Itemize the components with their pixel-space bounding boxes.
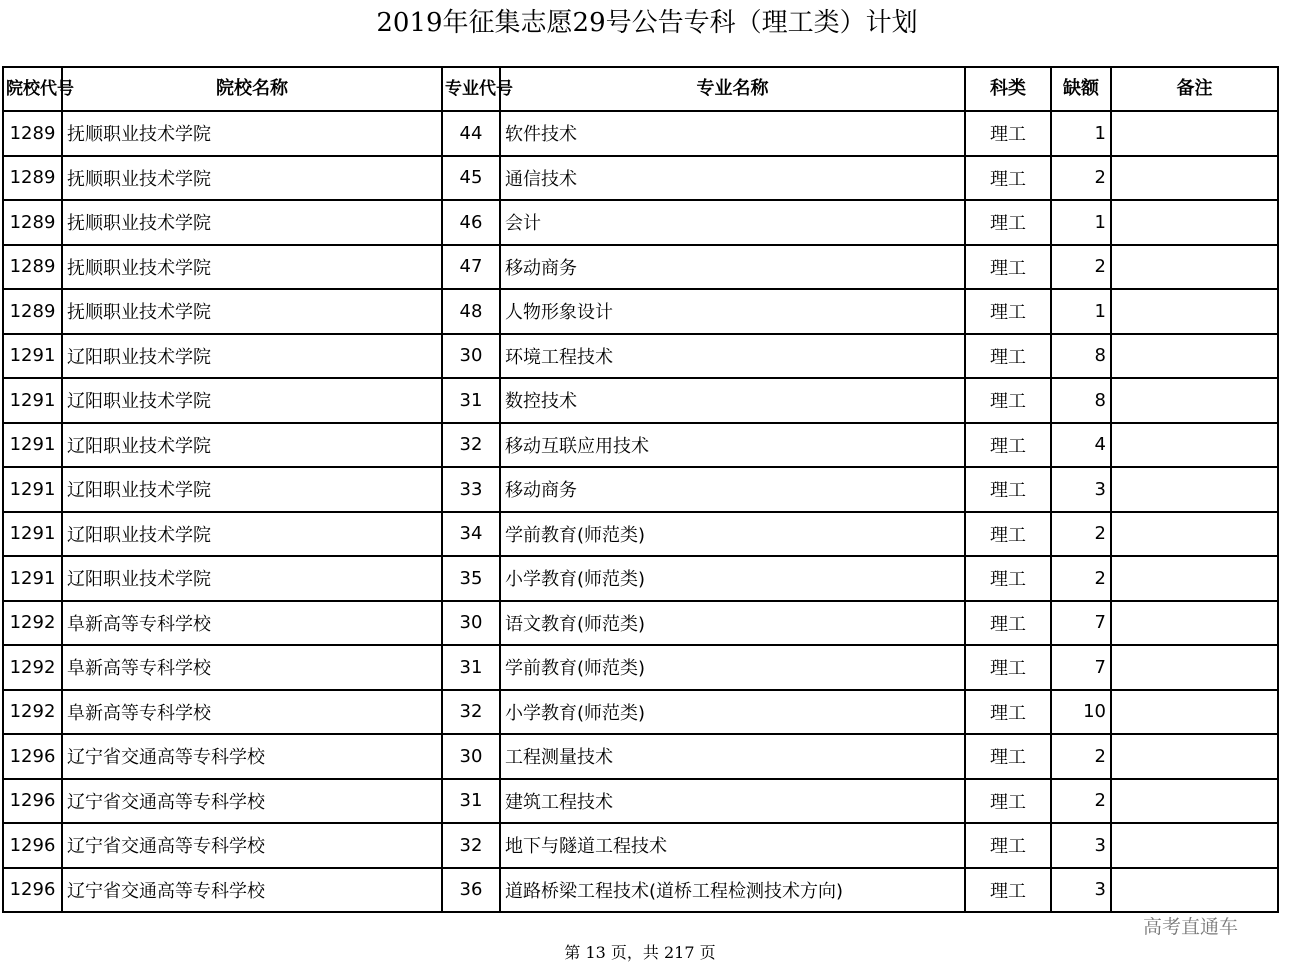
cell-school-name: 辽阳职业技术学院 bbox=[62, 378, 442, 423]
table-header-row bbox=[3, 67, 1278, 111]
cell-quota: 10 bbox=[1051, 690, 1111, 735]
cell-major-code: 44 bbox=[442, 111, 500, 156]
cell-remarks bbox=[1111, 156, 1278, 201]
cell-major-code: 48 bbox=[442, 289, 500, 334]
table-row bbox=[3, 245, 1278, 290]
table-row bbox=[3, 156, 1278, 201]
cell-category: 理工 bbox=[965, 823, 1051, 868]
table-row bbox=[3, 512, 1278, 557]
cell-quota: 2 bbox=[1051, 512, 1111, 557]
table-row bbox=[3, 734, 1278, 779]
cell-quota: 8 bbox=[1051, 334, 1111, 379]
cell-quota: 2 bbox=[1051, 556, 1111, 601]
cell-school-name: 辽宁省交通高等专科学校 bbox=[62, 779, 442, 824]
cell-major-name: 小学教育(师范类) bbox=[500, 690, 965, 735]
header-major-name: 专业名称 bbox=[500, 67, 965, 111]
cell-category: 理工 bbox=[965, 868, 1051, 913]
cell-school-code: 1291 bbox=[3, 378, 62, 423]
cell-major-code: 34 bbox=[442, 512, 500, 557]
header-remarks: 备注 bbox=[1111, 67, 1278, 111]
cell-school-code: 1296 bbox=[3, 823, 62, 868]
table-row bbox=[3, 289, 1278, 334]
cell-major-name: 小学教育(师范类) bbox=[500, 556, 965, 601]
cell-major-name: 环境工程技术 bbox=[500, 334, 965, 379]
cell-category: 理工 bbox=[965, 423, 1051, 468]
cell-remarks bbox=[1111, 378, 1278, 423]
cell-quota: 8 bbox=[1051, 378, 1111, 423]
cell-major-code: 31 bbox=[442, 645, 500, 690]
cell-category: 理工 bbox=[965, 556, 1051, 601]
cell-school-name: 辽宁省交通高等专科学校 bbox=[62, 734, 442, 779]
cell-remarks bbox=[1111, 779, 1278, 824]
cell-school-code: 1291 bbox=[3, 512, 62, 557]
cell-category: 理工 bbox=[965, 334, 1051, 379]
cell-remarks bbox=[1111, 868, 1278, 913]
cell-school-code: 1292 bbox=[3, 645, 62, 690]
cell-major-code: 32 bbox=[442, 823, 500, 868]
cell-major-name: 会计 bbox=[500, 200, 965, 245]
page-title: 2019年征集志愿29号公告专科（理工类）计划 bbox=[376, 8, 918, 38]
cell-major-name: 学前教育(师范类) bbox=[500, 645, 965, 690]
cell-major-code: 31 bbox=[442, 378, 500, 423]
cell-school-code: 1296 bbox=[3, 868, 62, 913]
cell-school-code: 1296 bbox=[3, 734, 62, 779]
cell-school-name: 抚顺职业技术学院 bbox=[62, 289, 442, 334]
cell-category: 理工 bbox=[965, 601, 1051, 646]
cell-category: 理工 bbox=[965, 734, 1051, 779]
table-row bbox=[3, 601, 1278, 646]
cell-school-code: 1289 bbox=[3, 111, 62, 156]
cell-remarks bbox=[1111, 200, 1278, 245]
cell-quota: 7 bbox=[1051, 601, 1111, 646]
cell-quota: 3 bbox=[1051, 868, 1111, 913]
cell-school-name: 抚顺职业技术学院 bbox=[62, 245, 442, 290]
cell-major-name: 软件技术 bbox=[500, 111, 965, 156]
cell-quota: 2 bbox=[1051, 245, 1111, 290]
cell-quota: 2 bbox=[1051, 779, 1111, 824]
table-row bbox=[3, 200, 1278, 245]
cell-remarks bbox=[1111, 111, 1278, 156]
cell-major-code: 30 bbox=[442, 601, 500, 646]
cell-major-name: 道路桥梁工程技术(道桥工程检测技术方向) bbox=[500, 868, 965, 913]
cell-major-name: 移动互联应用技术 bbox=[500, 423, 965, 468]
table-row bbox=[3, 378, 1278, 423]
page-footer: 第 13 页，共 217 页 bbox=[564, 943, 716, 962]
cell-school-name: 辽阳职业技术学院 bbox=[62, 556, 442, 601]
cell-school-name: 辽阳职业技术学院 bbox=[62, 423, 442, 468]
table-row bbox=[3, 779, 1278, 824]
header-school-code: 院校代号 bbox=[3, 67, 62, 111]
table-row bbox=[3, 334, 1278, 379]
cell-remarks bbox=[1111, 334, 1278, 379]
cell-quota: 3 bbox=[1051, 823, 1111, 868]
cell-school-code: 1291 bbox=[3, 556, 62, 601]
cell-category: 理工 bbox=[965, 690, 1051, 735]
cell-category: 理工 bbox=[965, 111, 1051, 156]
admission-plan-table bbox=[2, 66, 1279, 913]
table-row bbox=[3, 823, 1278, 868]
cell-major-name: 建筑工程技术 bbox=[500, 779, 965, 824]
table-row bbox=[3, 467, 1278, 512]
cell-school-code: 1291 bbox=[3, 467, 62, 512]
cell-category: 理工 bbox=[965, 245, 1051, 290]
cell-school-code: 1291 bbox=[3, 423, 62, 468]
cell-category: 理工 bbox=[965, 200, 1051, 245]
cell-major-code: 33 bbox=[442, 467, 500, 512]
cell-major-name: 移动商务 bbox=[500, 245, 965, 290]
cell-remarks bbox=[1111, 734, 1278, 779]
cell-category: 理工 bbox=[965, 289, 1051, 334]
cell-major-name: 地下与隧道工程技术 bbox=[500, 823, 965, 868]
cell-school-name: 辽宁省交通高等专科学校 bbox=[62, 868, 442, 913]
cell-school-name: 阜新高等专科学校 bbox=[62, 645, 442, 690]
cell-remarks bbox=[1111, 645, 1278, 690]
cell-school-name: 抚顺职业技术学院 bbox=[62, 156, 442, 201]
cell-remarks bbox=[1111, 601, 1278, 646]
cell-remarks bbox=[1111, 556, 1278, 601]
cell-school-code: 1292 bbox=[3, 690, 62, 735]
cell-major-code: 35 bbox=[442, 556, 500, 601]
table-row bbox=[3, 868, 1278, 913]
cell-major-name: 学前教育(师范类) bbox=[500, 512, 965, 557]
cell-major-name: 通信技术 bbox=[500, 156, 965, 201]
cell-quota: 3 bbox=[1051, 467, 1111, 512]
cell-quota: 1 bbox=[1051, 200, 1111, 245]
cell-school-name: 辽宁省交通高等专科学校 bbox=[62, 823, 442, 868]
cell-major-code: 30 bbox=[442, 334, 500, 379]
cell-major-code: 45 bbox=[442, 156, 500, 201]
cell-major-code: 32 bbox=[442, 423, 500, 468]
cell-remarks bbox=[1111, 245, 1278, 290]
table-row bbox=[3, 423, 1278, 468]
cell-school-name: 辽阳职业技术学院 bbox=[62, 512, 442, 557]
cell-category: 理工 bbox=[965, 779, 1051, 824]
table-row bbox=[3, 645, 1278, 690]
header-school-name: 院校名称 bbox=[62, 67, 442, 111]
header-quota: 缺额 bbox=[1051, 67, 1111, 111]
cell-major-name: 工程测量技术 bbox=[500, 734, 965, 779]
table-row bbox=[3, 556, 1278, 601]
cell-school-code: 1289 bbox=[3, 245, 62, 290]
header-category: 科类 bbox=[965, 67, 1051, 111]
cell-school-name: 抚顺职业技术学院 bbox=[62, 200, 442, 245]
cell-school-name: 辽阳职业技术学院 bbox=[62, 467, 442, 512]
cell-category: 理工 bbox=[965, 378, 1051, 423]
cell-major-code: 32 bbox=[442, 690, 500, 735]
cell-quota: 7 bbox=[1051, 645, 1111, 690]
cell-quota: 2 bbox=[1051, 734, 1111, 779]
cell-quota: 4 bbox=[1051, 423, 1111, 468]
cell-school-name: 抚顺职业技术学院 bbox=[62, 111, 442, 156]
cell-remarks bbox=[1111, 423, 1278, 468]
cell-major-code: 31 bbox=[442, 779, 500, 824]
cell-school-code: 1289 bbox=[3, 289, 62, 334]
cell-category: 理工 bbox=[965, 512, 1051, 557]
cell-category: 理工 bbox=[965, 645, 1051, 690]
header-major-code: 专业代号 bbox=[442, 67, 500, 111]
cell-category: 理工 bbox=[965, 156, 1051, 201]
cell-major-code: 47 bbox=[442, 245, 500, 290]
table-row bbox=[3, 690, 1278, 735]
cell-major-code: 36 bbox=[442, 868, 500, 913]
cell-quota: 1 bbox=[1051, 289, 1111, 334]
cell-remarks bbox=[1111, 289, 1278, 334]
cell-remarks bbox=[1111, 512, 1278, 557]
cell-school-code: 1296 bbox=[3, 779, 62, 824]
cell-school-name: 辽阳职业技术学院 bbox=[62, 334, 442, 379]
cell-major-code: 30 bbox=[442, 734, 500, 779]
cell-remarks bbox=[1111, 823, 1278, 868]
cell-school-code: 1289 bbox=[3, 200, 62, 245]
cell-school-code: 1291 bbox=[3, 334, 62, 379]
cell-category: 理工 bbox=[965, 467, 1051, 512]
cell-remarks bbox=[1111, 467, 1278, 512]
table-row bbox=[3, 111, 1278, 156]
cell-remarks bbox=[1111, 690, 1278, 735]
cell-school-code: 1292 bbox=[3, 601, 62, 646]
cell-quota: 2 bbox=[1051, 156, 1111, 201]
watermark: 高考直通车 bbox=[1143, 916, 1239, 938]
cell-major-code: 46 bbox=[442, 200, 500, 245]
cell-major-name: 人物形象设计 bbox=[500, 289, 965, 334]
cell-major-name: 语文教育(师范类) bbox=[500, 601, 965, 646]
cell-quota: 1 bbox=[1051, 111, 1111, 156]
cell-school-code: 1289 bbox=[3, 156, 62, 201]
cell-school-name: 阜新高等专科学校 bbox=[62, 690, 442, 735]
cell-major-name: 移动商务 bbox=[500, 467, 965, 512]
cell-school-name: 阜新高等专科学校 bbox=[62, 601, 442, 646]
cell-major-name: 数控技术 bbox=[500, 378, 965, 423]
